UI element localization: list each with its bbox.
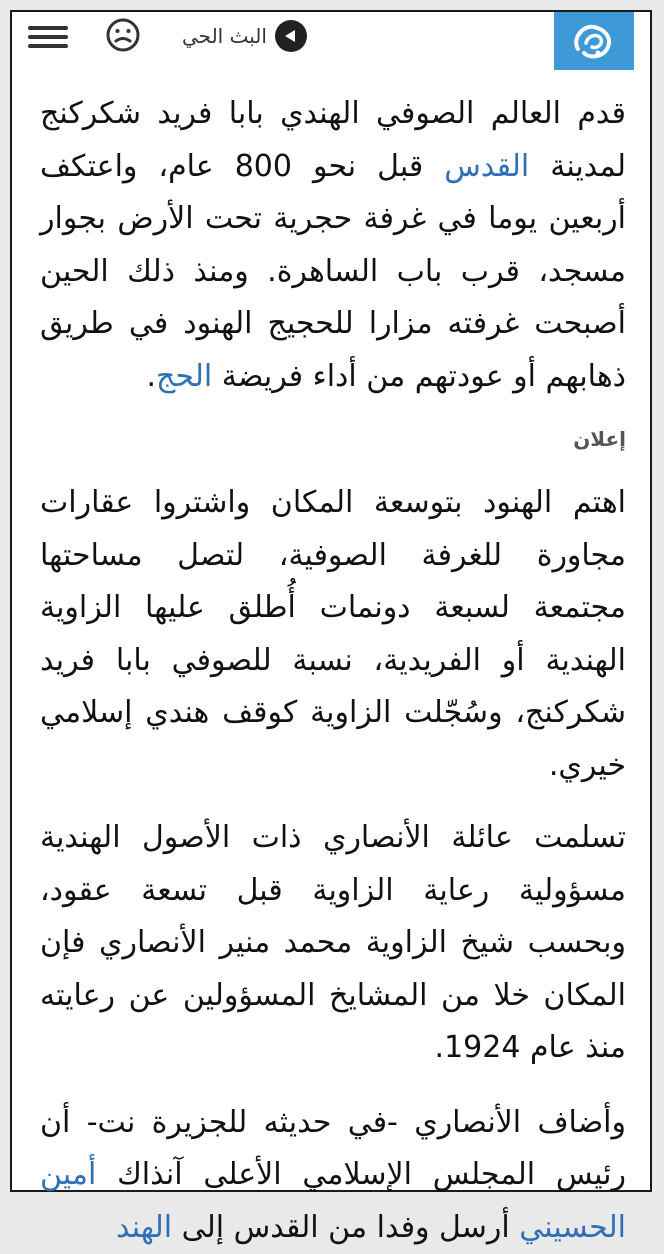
link-hajj[interactable]: الحج (156, 359, 212, 394)
paragraph-2: اهتم الهنود بتوسعة المكان واشتروا عقارات مجاورة للغرفة الصوفية، لتصل مساحتها مجتمعة لسبعة دونمات أُطلق عليها الزاوية الهندية أو الفريدية، نسبة للصوفي بابا فريد شكركنج، وسُجّلت الزاوية كوقف هندي إسلامي خيري. (40, 477, 626, 792)
menu-line (28, 44, 68, 48)
play-icon (275, 20, 307, 52)
paragraph-1 (40, 88, 626, 403)
paragraph-text: وأضاف الأنصاري -في حديثه للجزيرة نت- أن رئيس المجلس الإسلامي الأعلى آنذاك (40, 1105, 626, 1193)
link-india[interactable]: الهند (116, 1210, 172, 1245)
ad-label: إعلان (40, 427, 626, 451)
site-header (12, 12, 650, 78)
face-icon[interactable] (104, 16, 142, 54)
paragraph-text: قدم العالم الصوفي الهندي بابا فريد شكركنج لمدينة (40, 96, 626, 184)
article-body (40, 88, 626, 1254)
aljazeera-logo[interactable] (554, 12, 634, 70)
paragraph-text: أرسل وفدا من القدس إلى (172, 1210, 519, 1245)
paragraph-4 (40, 1097, 626, 1254)
link-amin-husseini[interactable]: أمين الحسيني (40, 1157, 626, 1245)
paragraph-3: تسلمت عائلة الأنصاري ذات الأصول الهندية مسؤولية رعاية الزاوية قبل تسعة عقود، وبحسب شيخ الزاوية محمد منير الأنصاري فإن المكان خلا من المشايخ المسؤولين عن رعايته منذ عام 1924. (40, 812, 626, 1075)
menu-line (28, 35, 68, 39)
menu-line (28, 26, 68, 30)
aljazeera-logo-icon (568, 19, 620, 63)
paragraph-text: . (146, 359, 156, 394)
screenshot-frame (10, 10, 652, 1192)
paragraph-text: قبل نحو 800 عام، واعتكف أربعين يوما في غرفة حجرية تحت الأرض بجوار مسجد، قرب باب الساهرة. ومنذ ذلك الحين أصبحت غرفته مزارا للحجيج الهنود في طريق ذهابهم أو عودتهم من أداء فريضة (40, 149, 626, 394)
link-jerusalem[interactable]: القدس (444, 149, 529, 184)
live-stream-link[interactable] (182, 16, 307, 56)
hamburger-menu-icon[interactable] (28, 20, 68, 54)
live-stream-label: البث الحي (182, 24, 267, 48)
